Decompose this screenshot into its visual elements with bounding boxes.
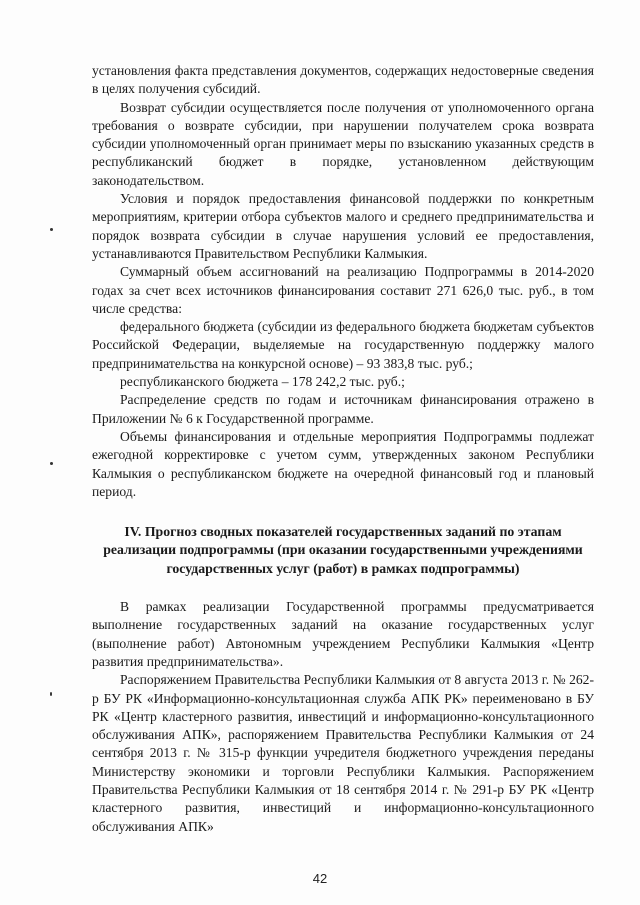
scan-speck <box>50 228 53 231</box>
scan-speck <box>50 462 53 465</box>
paragraph: установления факта представления документов, содержащих недостоверные сведения в целях получения субсидий. <box>92 63 594 97</box>
body-text <box>92 62 594 836</box>
paragraph: Распределение средств по годам и источникам финансирования отражено в Приложении № 6 к Государственной программе. <box>92 392 594 426</box>
paragraph: Условия и порядок предоставления финансовой поддержки по конкретным мероприятиям, критерии отбора субъектов малого и среднего предпринимательства и порядок возврата субсидии в случае нарушения условий ее предоставления, устанавливаются Правительством Республики Калмыкия. <box>92 191 594 261</box>
paragraph: Распоряжением Правительства Республики Калмыкия от 8 августа 2013 г. № 262-р БУ РК «Информационно-консультационная служба АПК РК» переименовано в БУ РК «Центр кластерного развития, инвестиций и информационно-консультационного обслуживания АПК», распоряжением Правительства Республики Калмыкия от 24 сентября 2013 г. № 315-р функции учредителя бюджетного учреждения переданы Министерству экономики и торговли Республики Калмыкия. Распоряжением Правительства Республики Калмыкия от 18 сентября 2014 г. № 291-р БУ РК «Центр кластерного развития, инвестиций и информационно-консультационного обслуживания АПК» <box>92 672 594 834</box>
scan-speck <box>50 692 52 696</box>
paragraph: республиканского бюджета – 178 242,2 тыс. руб.; <box>120 374 405 390</box>
section-heading: IV. Прогноз сводных показателей государственных заданий по этапам реализации подпрограммы (при оказании государственными учреждениями государственных услуг (работ) в рамках подпрограммы) <box>103 524 583 576</box>
paragraph: Возврат субсидии осуществляется после получения от уполномоченного органа требования о возврате субсидии, при нарушении получателем срока возврата субсидии уполномоченный орган принимает меры по взысканию указанных средств в республиканский бюджет в порядке, установленном действующим законодательством. <box>92 99 594 188</box>
paragraph: Объемы финансирования и отдельные мероприятия Подпрограммы подлежат ежегодной корректировке с учетом сумм, утвержденных законом Республики Калмыкия о республиканском бюджете на очередной финансовый год и плановый период. <box>92 428 594 499</box>
paragraph: федерального бюджета (субсидии из федерального бюджета бюджетам субъектов Российской Федерации, выделяемые на государственную поддержку малого предпринимательства на конкурсной основе) – 93 383,8 тыс. руб.; <box>92 319 594 371</box>
page-number: 42 <box>312 871 328 886</box>
paragraph: Суммарный объем ассигнований на реализацию Подпрограммы в 2014-2020 годах за счет всех источников финансирования составит 271 626,0 тыс. руб., в том числе средства: <box>92 264 594 316</box>
paragraph: В рамках реализации Государственной программы предусматривается выполнение государственных заданий на оказание государственных услуг (выполнение работ) Автономным учреждением Республики Калмыкия «Центр развития предпринимательства». <box>92 599 594 669</box>
